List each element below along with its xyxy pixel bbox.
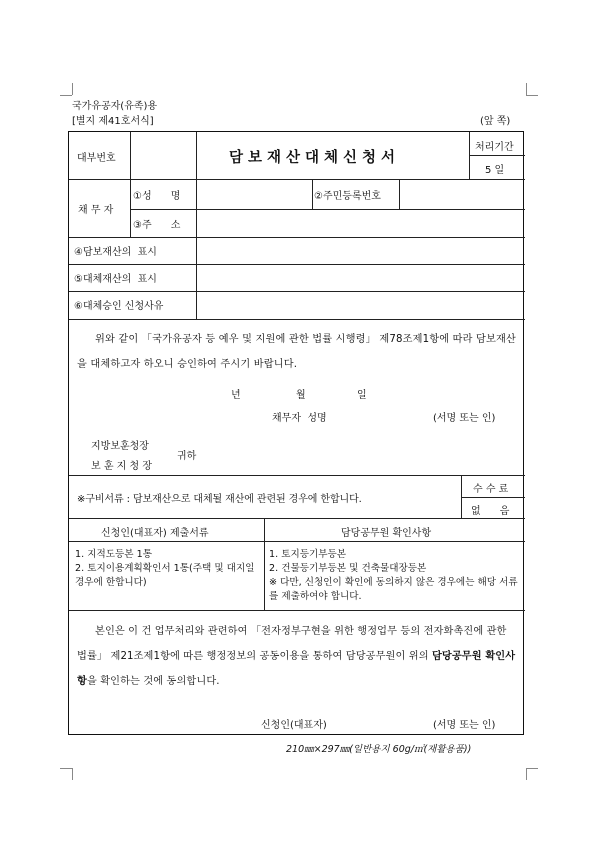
form-number: [별지 제41호서식]: [72, 116, 154, 127]
recipient-regional-office: 지방보훈청장: [91, 441, 149, 452]
consent-signer-label: 신청인(대표자): [261, 720, 327, 731]
processing-period-value: 5 일: [485, 165, 505, 176]
row-divider: [69, 518, 525, 519]
processing-period-label: 처리기간: [475, 142, 514, 153]
reason-field[interactable]: [197, 292, 524, 318]
date-month: 월: [296, 390, 306, 401]
date-year: 년: [231, 390, 241, 401]
address-label: ③주 소: [133, 220, 181, 231]
crop-mark-top-left-h: [60, 95, 72, 96]
collateral-field[interactable]: [197, 238, 524, 263]
substitute-field[interactable]: [197, 265, 524, 290]
resident-no-label: ②주민등록번호: [314, 191, 381, 202]
crop-mark-top-right-v: [526, 83, 527, 95]
page-side-label: (앞 쪽): [480, 116, 511, 127]
collateral-label: ④담보재산의 표시: [74, 247, 157, 258]
fee-label: 수 수 료: [473, 484, 509, 495]
official-check-item-1: 1. 토지등기부등본: [269, 549, 347, 560]
name-field[interactable]: [197, 180, 311, 208]
resident-no-field[interactable]: [400, 180, 524, 208]
official-check-note: ※ 다만, 신청인이 확인에 동의하지 않은 경우에는 해당 서류를 제출하여야 합니다.: [269, 577, 518, 602]
row-divider: [69, 475, 525, 476]
row-divider: [69, 319, 525, 320]
applicant-doc-item-1: 1. 지적도등본 1통: [75, 549, 152, 560]
form-title: 담보재산대체신청서: [229, 150, 401, 166]
consent-text-post: 을 확인하는 것에 동의합니다.: [86, 676, 220, 687]
col-divider: [461, 475, 462, 518]
reason-label: ⑥대체승인 신청사유: [74, 301, 164, 312]
crop-mark-top-right-h: [526, 95, 538, 96]
row-divider: [69, 541, 525, 542]
applicant-doc-item-2: 2. 토지이용계획확인서 1통(주택 및 대지일 경우에 한합니다): [75, 563, 255, 588]
crop-mark-top-left-v: [72, 83, 73, 95]
official-check-item-2: 2. 건물등기부등본 및 건축물대장등본: [269, 563, 427, 574]
fee-value: 없 음: [471, 506, 510, 517]
application-form: [68, 131, 524, 735]
consent-text-pre: 본인은 이 건 업무처리와 관련하여 「전자정부구현을 위한 행정업무 등의 전자화촉진에 관한 법률」 제21조제1항에 따른 행정정보의 공동이용을 통하여 담당공무원이 위의: [77, 626, 507, 662]
application-body-text: 위와 같이 「국가유공자 등 예우 및 지원에 관한 법률 시행령」 제78조제1항에 따라 담보재산을 대체하고자 하오니 승인하여 주시기 바랍니다.: [77, 334, 516, 370]
col-divider: [469, 132, 470, 179]
applicant-docs-header: 신청인(대표자) 제출서류: [101, 528, 209, 539]
col-divider: [264, 518, 265, 610]
address-field[interactable]: [197, 210, 524, 236]
ledger-no-field[interactable]: [131, 133, 195, 178]
ledger-no-label: 대부번호: [77, 153, 116, 164]
col-divider: [196, 132, 197, 179]
crop-mark-bottom-left-v: [72, 768, 73, 780]
crop-mark-bottom-left-h: [60, 768, 72, 769]
consent-sign-note: (서명 또는 인): [433, 720, 496, 731]
substitute-label: ⑤대체재산의 표시: [74, 274, 157, 285]
debtor-signer-label: 채무자 성명: [272, 413, 327, 424]
paper-spec: 210㎜×297㎜(일반용지 60g/㎡(재활용품)): [286, 744, 472, 755]
consent-text-emphasis: 담당공무원 확인사항: [77, 651, 516, 687]
form-subject: 국가유공자(유족)용: [72, 101, 158, 112]
date-day: 일: [357, 390, 367, 401]
honorific: 귀하: [177, 451, 197, 462]
name-label: ①성 명: [133, 191, 181, 202]
recipient-branch-office: 보 훈 지 청 장: [91, 461, 153, 472]
col-divider: [312, 179, 313, 209]
official-check-header: 담당공무원 확인사항: [341, 528, 432, 539]
row-divider: [469, 155, 525, 156]
crop-mark-bottom-right-v: [526, 768, 527, 780]
debtor-sign-note: (서명 또는 인): [433, 413, 496, 424]
row-divider: [69, 610, 525, 611]
debtor-label: 채 무 자: [78, 205, 114, 216]
consent-text: [77, 619, 517, 694]
crop-mark-bottom-right-h: [526, 768, 538, 769]
required-docs-note: ※구비서류 : 담보재산으로 대체될 재산에 관련된 경우에 한합니다.: [77, 494, 362, 505]
row-divider: [461, 497, 525, 498]
